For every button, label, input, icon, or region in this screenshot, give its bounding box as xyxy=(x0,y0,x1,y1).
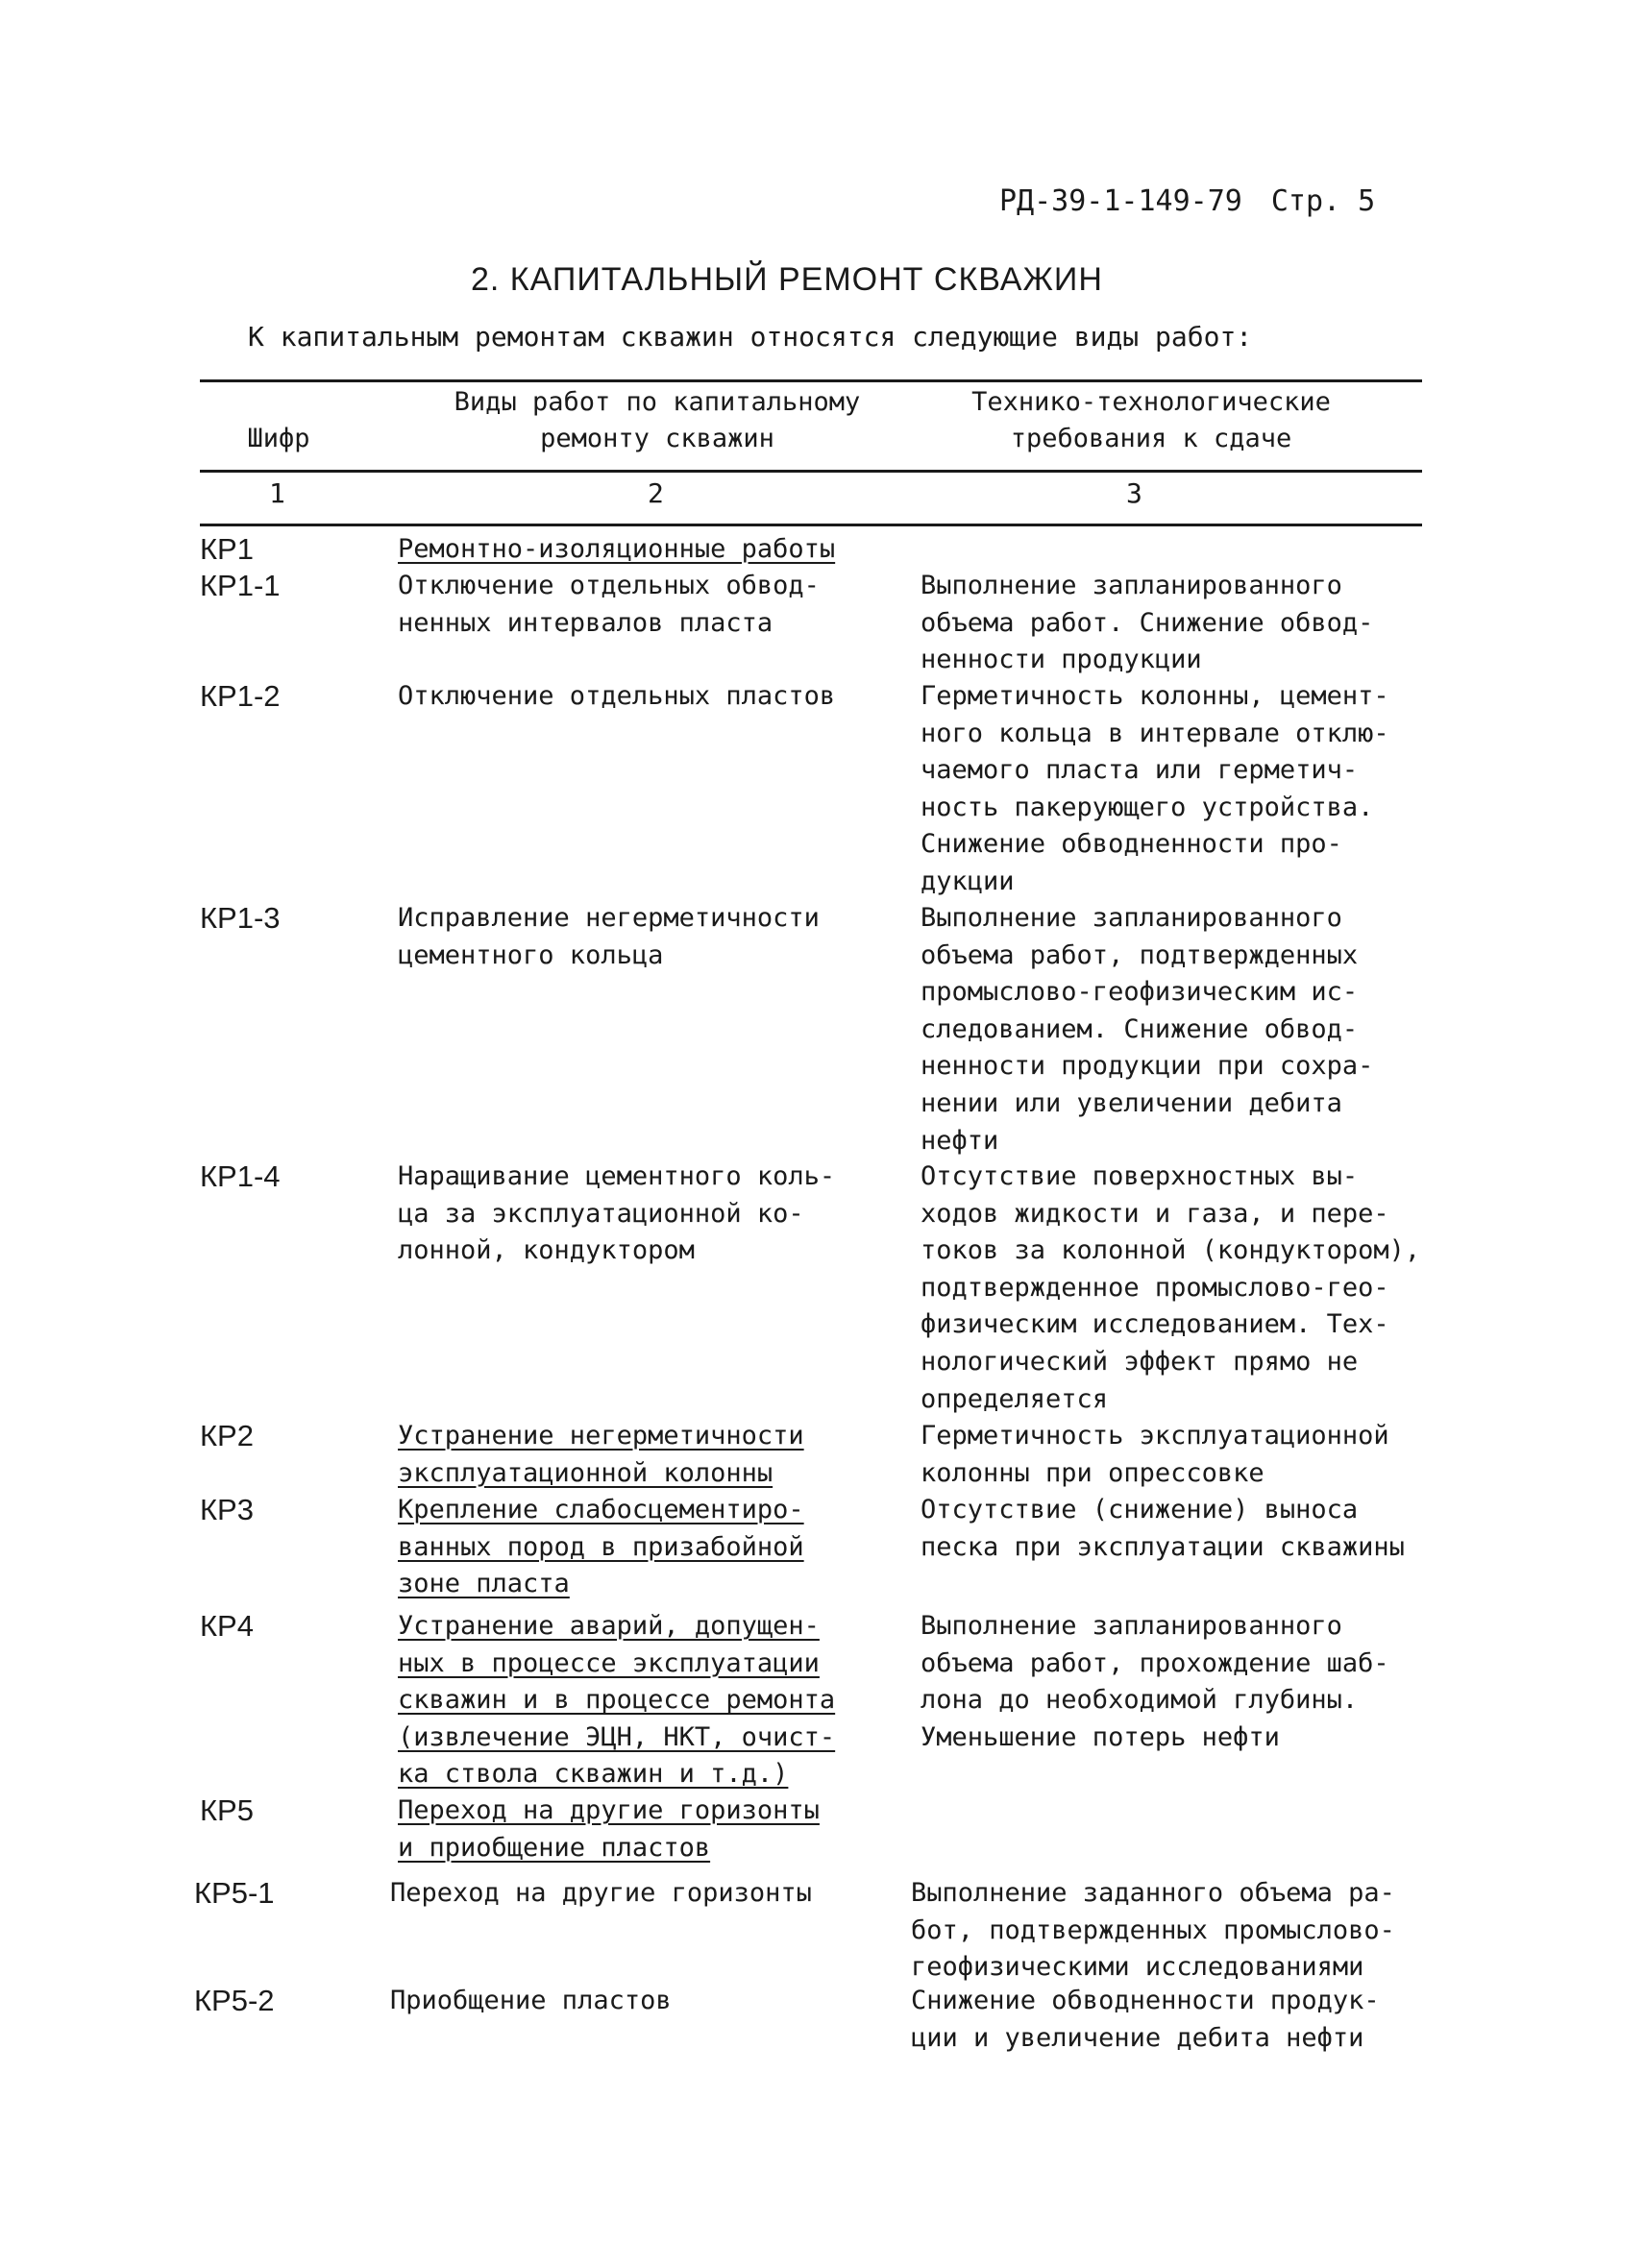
row-work-type: Устранение аварий, допущен- ных в процессе эксплуатации скважин и в процессе ремонта (извлечение ЭЦН, НКТ, очист- ка ствола скважин и т.д.) xyxy=(398,1611,836,1790)
row-work-type: Наращивание цементного коль- ца за эксплуатационной ко- лонной, кондуктором xyxy=(398,1161,836,1266)
row-code: КР2 xyxy=(200,1419,254,1452)
row-code: КР1-2 xyxy=(200,679,281,713)
row-work-type: Устранение негерметичности эксплуатационной колонны xyxy=(398,1421,804,1488)
row-code: КР1 xyxy=(200,532,254,566)
column-header-work: Виды работ по капитальному ремонту скважин xyxy=(454,387,861,453)
row-code: КР1-1 xyxy=(200,569,281,602)
column-header-code: Шифр xyxy=(247,424,310,453)
document-header xyxy=(999,184,1375,218)
row-work-type: Ремонтно-изоляционные работы xyxy=(398,534,836,564)
row-requirements: Выполнение заданного объема ра- бот, подтвержденных промыслово- геофизическими исследованиями xyxy=(911,1878,1395,1983)
row-work-type: Отключение отдельных пластов xyxy=(398,681,836,711)
table-numbering-rule xyxy=(200,524,1422,526)
row-requirements: Выполнение запланированного объема работ. Снижение обвод- ненности продукции xyxy=(921,571,1374,675)
row-code: КР1-3 xyxy=(200,901,281,935)
row-requirements: Герметичность колонны, цемент- ного кольца в интервале отклю- чаемого пласта или герметич- ность пакерующего устройства. Снижение обводненности про- дукции xyxy=(921,681,1389,896)
row-requirements: Герметичность эксплуатационной колонны при опрессовке xyxy=(921,1421,1389,1488)
column-number-1: 1 xyxy=(269,477,285,509)
page-number: Стр. 5 xyxy=(1270,184,1376,218)
row-code: КР1-4 xyxy=(200,1159,281,1193)
row-requirements: Снижение обводненности продук- ции и увеличение дебита нефти xyxy=(911,1986,1380,2053)
row-work-type: Приобщение пластов xyxy=(390,1986,672,2015)
table-top-rule xyxy=(200,379,1422,382)
row-work-type: Переход на другие горизонты xyxy=(390,1878,812,1908)
row-requirements: Выполнение запланированного объема работ, прохождение шаб- лона до необходимой глубины. Уменьшение потерь нефти xyxy=(921,1611,1389,1752)
row-code: КР3 xyxy=(200,1493,254,1526)
row-code: КР5 xyxy=(200,1793,254,1827)
column-number-2: 2 xyxy=(648,477,664,509)
row-work-type: Крепление слабосцементиро- ванных пород в призабойной зоне пласта xyxy=(398,1495,804,1599)
row-code: КР5-2 xyxy=(194,1984,275,2017)
section-title: 2. КАПИТАЛЬНЫЙ РЕМОНТ СКВАЖИН xyxy=(471,261,1103,298)
row-code: КР4 xyxy=(200,1609,254,1643)
table-header-rule xyxy=(200,470,1422,473)
row-code: КР5-1 xyxy=(194,1876,275,1910)
row-work-type: Отключение отдельных обвод- ненных интервалов пласта xyxy=(398,571,820,638)
row-requirements: Отсутствие (снижение) выноса песка при эксплуатации скважины xyxy=(921,1495,1405,1562)
row-work-type: Переход на другие горизонты и приобщение пластов xyxy=(398,1795,820,1863)
row-requirements: Отсутствие поверхностных вы- ходов жидкости и газа, и пере- токов за колонной (кондуктором), подтвержденное промыслово-гео- физическим исследованием. Тех- нологический эффект прямо не определяется xyxy=(921,1161,1421,1414)
column-header-requirements: Технико-технологические требования к сдаче xyxy=(971,387,1331,453)
column-number-3: 3 xyxy=(1126,477,1142,509)
row-requirements: Выполнение запланированного объема работ, подтвержденных промыслово-геофизическим ис- следованием. Снижение обвод- ненности продукции при сохра- нении или увеличении дебита нефти xyxy=(921,903,1374,1156)
intro-text: К капитальным ремонтам скважин относятся следующие виды работ: xyxy=(248,321,1253,353)
row-work-type: Исправление негерметичности цементного кольца xyxy=(398,903,820,970)
document-code: РД-39-1-149-79 xyxy=(999,184,1242,218)
